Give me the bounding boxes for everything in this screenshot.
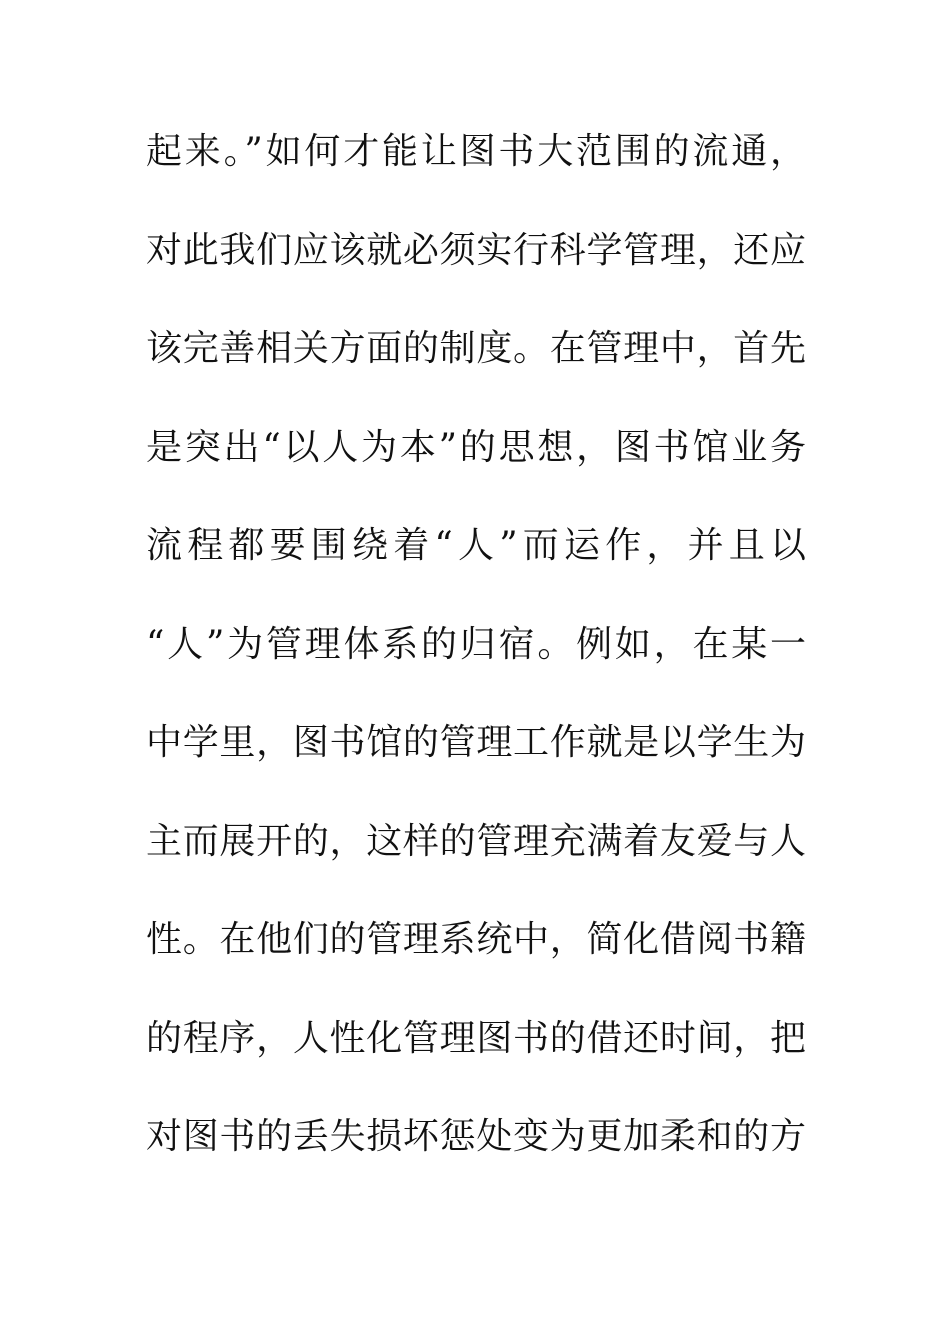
text-line: 流程都要围绕着“人”而运作，并且以 [146,525,806,566]
text-line: 的程序，人性化管理图书的借还时间，把 [146,1017,806,1059]
text-line: 中学里，图书馆的管理工作就是以学生为 [146,722,806,763]
body-paragraph [146,122,806,1206]
text-line: 主而展开的，这样的管理充满着友爱与人 [146,820,806,862]
text-line: 起来。”如何才能让图书大范围的流通， [146,131,806,172]
text-line: “人”为管理体系的归宿。例如，在某一 [146,623,806,665]
text-line: 该完善相关方面的制度。在管理中，首先 [146,328,806,369]
text-line: 是突出“以人为本”的思想，图书馆业务 [146,426,806,468]
text-line: 性。在他们的管理系统中，简化借阅书籍 [146,919,806,960]
text-line: 对此我们应该就必须实行科学管理，还应 [146,229,806,271]
text-line: 对图书的丢失损坏惩处变为更加柔和的方 [146,1116,806,1157]
